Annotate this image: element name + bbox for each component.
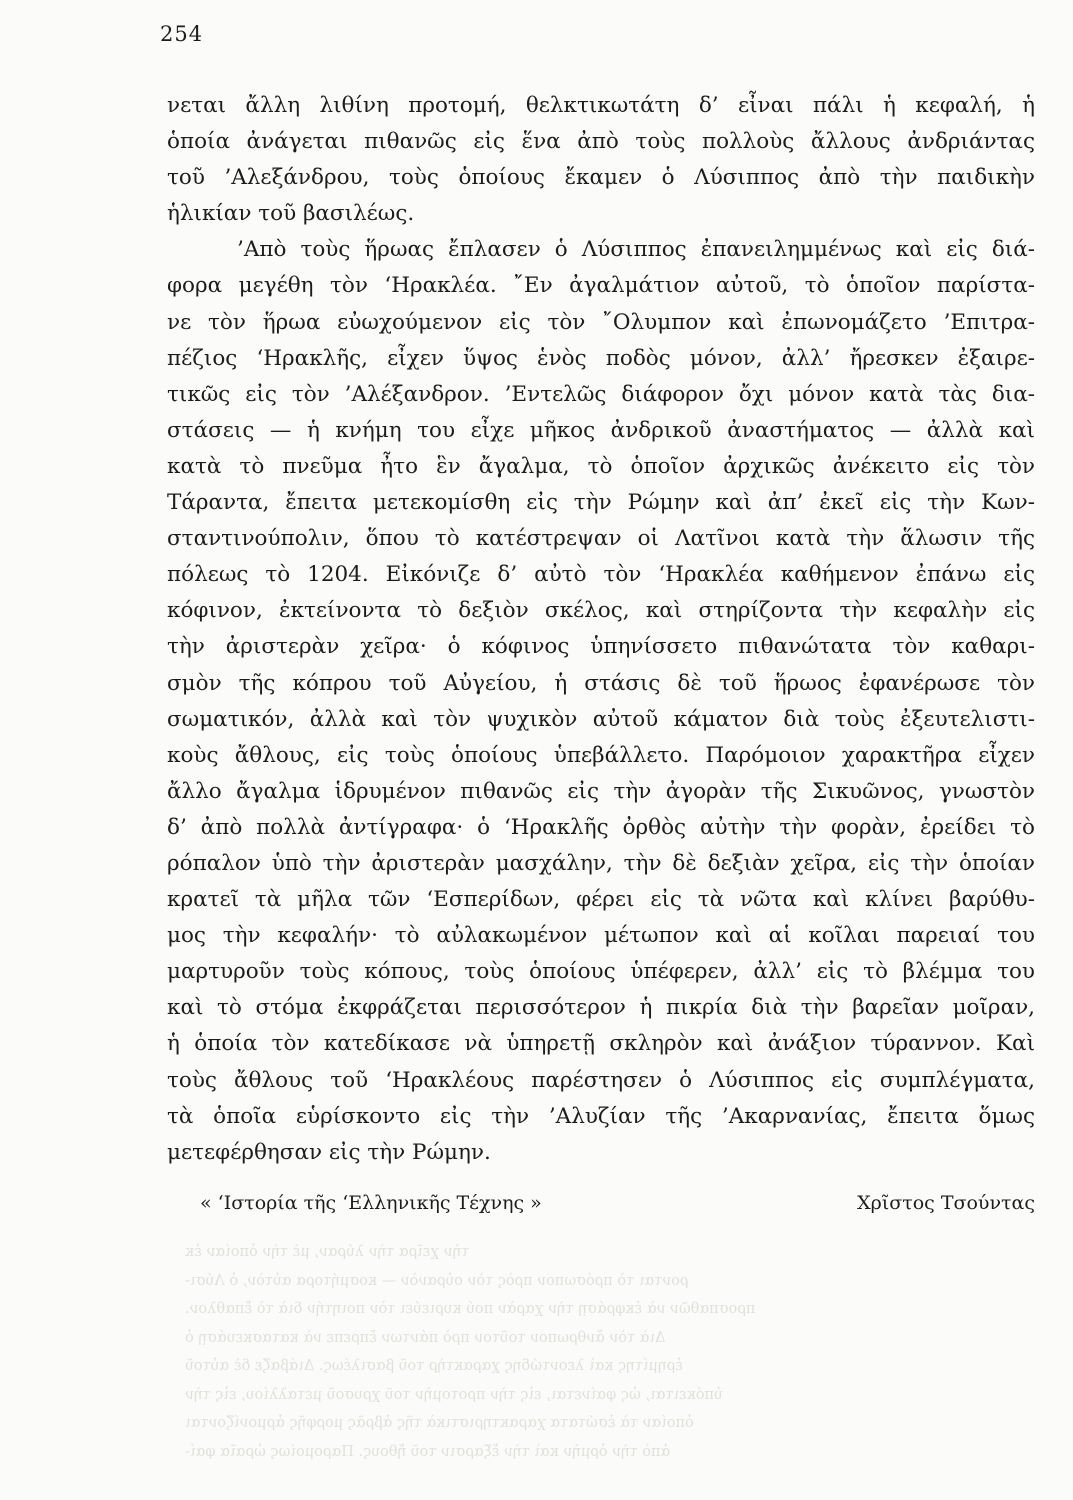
bleed-through-line: ὑπόκειται, ὡς φαίνεται, εἰς τὴν προτομὴν τοῦ χρυσοῦ μεταλλίου, εἰς τὴν xyxy=(185,1386,723,1403)
text-line: σταντινούπολιν, ὅπου τὸ κατέστρεψαν οἱ Λατῖνοι κατὰ τὴν ἅλωσιν τῆς xyxy=(167,526,1035,552)
bleed-through-line: ἐρημίτης καὶ λεοντώδης χαρακτὴρ τοῦ βασιλέως. Διάβαζε δὲ αὐτοῦ xyxy=(185,1358,683,1374)
text-line: ρόπαλον ὑπὸ τὴν ἀριστερὰν μασχάλην, τὴν δὲ δεξιὰν χεῖρα, εἰς τὴν ὁποίαν xyxy=(167,850,1035,876)
text-line: τὰ ὁποῖα εὑρίσκοντο εἰς τὴν ’Αλυζίαν τῆς ’Ακαρνανίας, ἔπειτα ὅμως xyxy=(167,1103,1035,1129)
text-line: τὴν ἀριστερὰν χεῖρα· ὁ κόφινος ὑπηνίσσετο πιθανώτατα τὸν καθαρι- xyxy=(167,634,1035,660)
text-line: κοὺς ἄθλους, εἰς τοὺς ὁποίους ὑπεβάλλετο. Παρόμοιον χαρακτῆρα εἶχεν xyxy=(167,742,1035,768)
text-line: πέζιος ‘Ηρακλῆς, εἶχεν ὕψος ἑνὸς ποδὸς μόνον, ἀλλ’ ἤρεσκεν ἐξαιρε- xyxy=(167,345,1035,371)
source-author: Χρῖστος Τσούντας xyxy=(857,1192,1035,1214)
bleed-through-text xyxy=(185,1238,1065,1466)
bleed-through-line: ἀπὸ τὴν ὁρμὴν καὶ τὴν ἔξαρσιν τοῦ ἤθους. Παρομοίως ὡραῖα φαί- xyxy=(185,1443,671,1460)
bleed-through-line: Διὰ τὸν ἄνθρωπον τοῦτον πρὸ πάντων ἔπρεπε νὰ κατασκευάσῃ ὁ xyxy=(185,1329,666,1346)
text-line: Τάραντα, ἔπειτα μετεκομίσθη εἰς τὴν Ρώμην καὶ ἀπ’ ἐκεῖ εἰς τὴν Κων- xyxy=(167,490,1035,516)
text-line: μαρτυροῦν τοὺς κόπους, τοὺς ὁποίους ὑπέφερεν, ἀλλ’ εἰς τὸ βλέμμα του xyxy=(167,959,1035,985)
body-text xyxy=(167,88,1035,1171)
text-line: σωματικόν, ἀλλὰ καὶ τὸν ψυχικὸν αὐτοῦ κάματον διὰ τοὺς ἐξευτελιστι- xyxy=(167,706,1035,732)
text-line: ὁποία ἀνάγεται πιθανῶς εἰς ἕνα ἀπὸ τοὺς πολλοὺς ἄλλους ἀνδριάντας xyxy=(167,129,1035,155)
text-line: κατὰ τὸ πνεῦμα ἦτο ἓν ἄγαλμα, τὸ ὁποῖον ἀρχικῶς ἀνέκειτο εἰς τὸν xyxy=(167,453,1035,479)
bleed-through-line: ρονται τὸ πρόσωπον πρὸς τὸν οὐρανὸν — κοσμήτορα αὐτὸν, ὁ Λύσι- xyxy=(185,1272,689,1289)
source-citation xyxy=(200,1192,1035,1228)
text-line: μετεφέρθησαν εἰς τὴν Ρώμην. xyxy=(167,1139,491,1165)
text-line: σμὸν τῆς κόπρου τοῦ Αὐγείου, ἡ στάσις δὲ τοῦ ἥρωος ἐφανέρωσε τὸν xyxy=(167,670,1035,696)
text-line: κόφινον, ἐκτείνοντα τὸ δεξιὸν σκέλος, καὶ στηρίζοντα τὴν κεφαλὴν εἰς xyxy=(167,598,1035,624)
text-line: στάσεις — ἡ κνήμη του εἶχε μῆκος ἀνδρικοῦ ἀναστήματος — ἀλλὰ καὶ xyxy=(167,417,1035,443)
text-line: μος τὴν κεφαλήν· τὸ αὐλακωμένον μέτωπον καὶ αἱ κοῖλαι παρειαί του xyxy=(167,923,1035,949)
text-line: νε τὸν ἥρωα εὐωχούμενον εἰς τὸν ῎Ολυμπον καὶ ἐπωνομάζετο ’Επιτρα- xyxy=(167,309,1035,335)
text-line: τικῶς εἰς τὸν ’Αλέξανδρον. ’Εντελῶς διάφορον ὄχι μόνον κατὰ τὰς δια- xyxy=(167,381,1035,407)
text-line: νεται ἄλλη λιθίνη προτομή, θελκτικωτάτη δ’ εἶναι πάλι ἡ κεφαλή, ἡ xyxy=(167,93,1035,118)
text-line: καὶ τὸ στόμα ἐκφράζεται περισσότερον ἡ πικρία διὰ τὴν βαρεῖαν μοῖραν, xyxy=(167,995,1035,1021)
text-line: ἡλικίαν τοῦ βασιλέως. xyxy=(167,201,415,227)
text-line: δ’ ἀπὸ πολλὰ ἀντίγραφα· ὁ ‘Ηρακλῆς ὀρθὸς αὐτὴν τὴν φορὰν, ἐρείδει τὸ xyxy=(167,814,1035,840)
bleed-through-line: τὴν χεῖρα τὴν λύραν, μὲ τὴν ὁποίαν ἐκ xyxy=(185,1244,470,1260)
text-line: ἄλλο ἄγαλμα ἱδρυμένον πιθανῶς εἰς τὴν ἀγορὰν τῆς Σικυῶνος, γνωστὸν xyxy=(167,778,1035,804)
text-line: τοὺς ἄθλους τοῦ ‘Ηρακλέους παρέστησεν ὁ Λύσιππος εἰς συμπλέγματα, xyxy=(167,1067,1035,1093)
bleed-through-line: προσπαθῶν νὰ ἐκφράσῃ τὴν χαρὰν πού κυριεύει τὸν ποιητήν διὰ τὸ ἔπαθλον. xyxy=(185,1301,756,1317)
text-line: ἡ ὁποία τὸν κατεδίκασε νὰ ὑπηρετῇ σκληρὸν καὶ ἀνάξιον τύραννον. Καὶ xyxy=(167,1031,1035,1057)
text-line: κρατεῖ τὰ μῆλα τῶν ‘Εσπερίδων, φέρει εἰς τὰ νῶτα καὶ κλίνει βαρύθυ- xyxy=(167,887,1035,913)
text-line: τοῦ ’Αλεξάνδρου, τοὺς ὁποίους ἔκαμεν ὁ Λύσιππος ἀπὸ τὴν παιδικὴν xyxy=(167,165,1035,191)
page-number: 254 xyxy=(160,22,204,46)
text-line: πόλεως τὸ 1204. Εἰκόνιζε δ’ αὐτὸ τὸν ‘Ηρακλέα καθήμενον ἐπάνω εἰς xyxy=(167,562,1035,588)
source-title: « ‘Ιστορία τῆς ‘Ελληνικῆς Τέχνης » xyxy=(200,1192,542,1214)
bleed-through-line: ὁποίαν τὰ ἐσώτατα χαρακτηριστικὰ τῆς ἁβρᾶς μορφῆς ἀρμονίζονται xyxy=(185,1415,694,1431)
text-line: φορα μεγέθη τὸν ‘Ηρακλέα. ῎Εν ἀγαλμάτιον αὐτοῦ, τὸ ὁποῖον παρίστα- xyxy=(167,273,1035,299)
text-line: ’Απὸ τοὺς ἥρωας ἔπλασεν ὁ Λύσιππος ἐπανειλημμένως καὶ εἰς διά- xyxy=(237,237,1035,263)
